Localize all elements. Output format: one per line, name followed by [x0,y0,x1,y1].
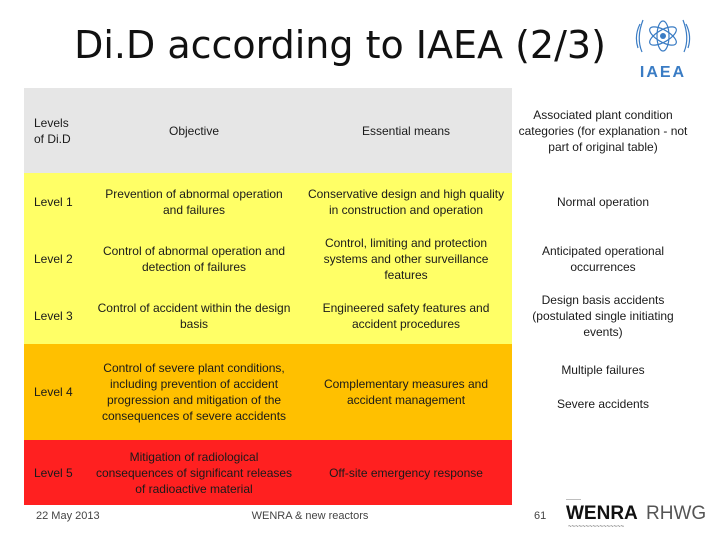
footer-center-text: WENRA & new reactors [251,510,369,522]
category-cell: Design basis accidents (postulated single initiating events) [512,287,694,344]
table-row [24,440,694,505]
iaea-logo-text: IAEA [639,64,687,81]
means-cell: Conservative design and high quality in construction and operation [300,173,512,230]
table-row [24,230,694,287]
objective-cell: Control of abnormal operation and detection of failures [88,230,300,287]
level-label: Level 1 [24,173,88,230]
table-row [24,173,694,230]
header-objective: Objective [88,88,300,173]
means-cell: Control, limiting and protection systems and other surveillance features [300,230,512,287]
objective-cell: Control of severe plant conditions, including prevention of accident progression and mitigation of the consequences of severe accidents [88,344,300,440]
atom-icon [628,8,698,64]
category-severe-accidents: Severe accidents [556,397,650,411]
category-cell: Anticipated operational occurrences [512,230,694,287]
table-header-row [24,88,694,173]
level-label: Level 4 [24,344,88,440]
page-number: 61 [534,510,547,522]
table-row [24,287,694,344]
wenra-logo [564,497,707,533]
iaea-logo [628,8,698,84]
rhwg-word: RHWG [646,503,707,524]
footer-date: 22 May 2013 [36,510,100,522]
objective-cell: Control of accident within the design basis [88,287,300,344]
level-label: Level 2 [24,230,88,287]
wenra-word: WENRA [566,503,638,524]
did-table [24,88,694,505]
objective-cell: Mitigation of radiological consequences of significant releases of radioactive material [88,440,300,505]
objective-cell: Prevention of abnormal operation and failures [88,173,300,230]
category-cell-split [512,344,694,440]
category-cell [512,440,694,505]
wenra-logo-small-mark: ——— [566,497,581,503]
category-multiple-failures: Multiple failures [561,363,645,377]
slide-title: Di.D according to IAEA (2/3) [74,23,606,67]
header-plant-condition-categories: Associated plant condition categories (for explanation - not part of original table) [512,88,694,173]
header-essential-means: Essential means [300,88,512,173]
means-cell: Complementary measures and accident management [300,344,512,440]
level-label: Level 3 [24,287,88,344]
level-label: Level 5 [24,440,88,505]
wenra-logo-tagline: ~~~~~~~~~~~~~~~~ [568,524,625,530]
table-row [24,344,694,440]
header-levels: Levels of Di.D [24,88,88,173]
means-cell: Engineered safety features and accident procedures [300,287,512,344]
means-cell: Off-site emergency response [300,440,512,505]
category-cell: Normal operation [512,173,694,230]
